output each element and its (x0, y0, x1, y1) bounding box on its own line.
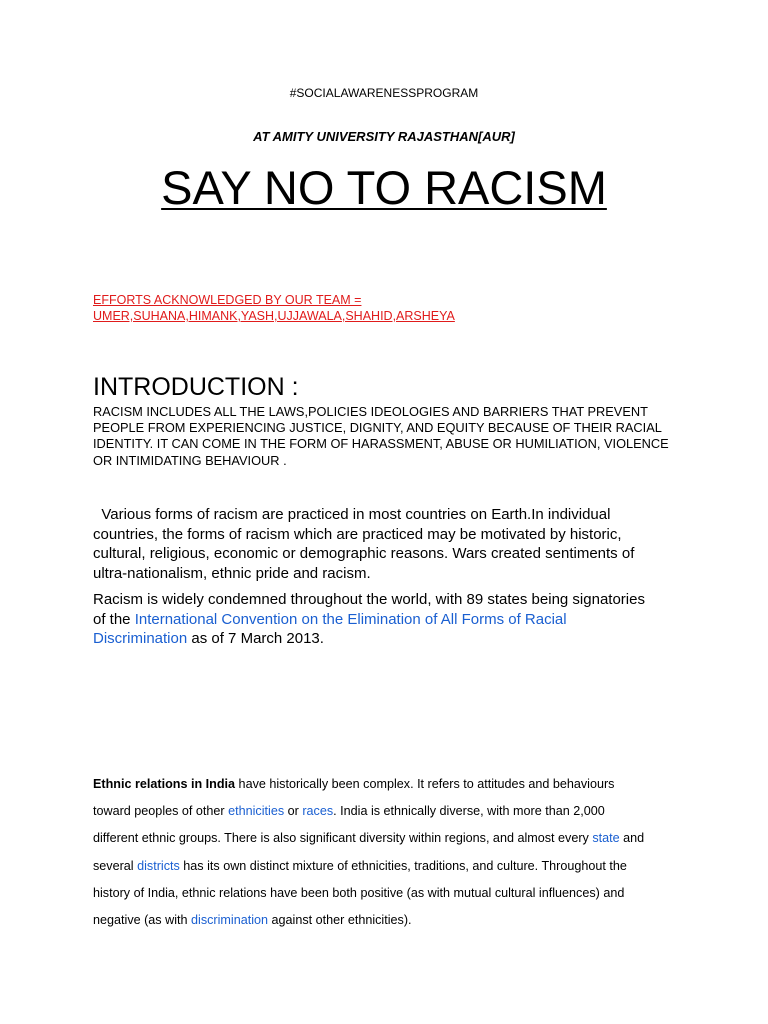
text-span: negative (as with (93, 913, 192, 928)
team-members: UMER,SUHANA,HIMANK,YASH,UJJAWALA,SHAHID,ARSHEYA (93, 309, 455, 323)
text-span: against other ethnicities). (268, 913, 412, 928)
text-span: or (284, 804, 303, 819)
paragraph-line (93, 771, 693, 798)
ethnic-relations-paragraph (93, 771, 693, 934)
paragraph-line (93, 907, 693, 934)
paragraph-line (93, 853, 693, 880)
intro-line: PEOPLE FROM EXPERIENCING JUSTICE, DIGNITY, AND EQUITY BECAUSE OF THEIR RACIAL (93, 420, 662, 436)
races-link[interactable]: races (302, 804, 334, 819)
introduction-heading: INTRODUCTION : (93, 373, 299, 401)
icerd-link-continued[interactable]: Discrimination (93, 630, 188, 647)
ethnicities-link[interactable]: ethnicities (228, 804, 285, 819)
bold-term: Ethnic relations in India (93, 777, 236, 791)
introduction-paragraph (93, 404, 693, 469)
text-span: and (619, 831, 645, 846)
team-line-1: EFFORTS ACKNOWLEDGED BY OUR TEAM = (93, 293, 362, 307)
text-span: . India is ethnically diverse, with more than 2,000 (333, 804, 605, 819)
paragraph-line: cultural, religious, economic or demographic reasons. Wars created sentiments of (93, 545, 635, 562)
paragraph-line: Racism is widely condemned throughout the world, with 89 states being signatories (93, 591, 645, 608)
text-span: several (93, 858, 138, 873)
page-title: SAY NO TO RACISM (161, 161, 607, 214)
condemned-paragraph (93, 590, 693, 649)
paragraph-line: Various forms of racism are practiced in most countries on Earth.In individual (93, 506, 611, 523)
intro-line: OR INTIMIDATING BEHAVIOUR . (93, 452, 287, 468)
paragraph-line: countries, the forms of racism which are practiced may be motivated by historic, (93, 525, 622, 543)
state-link[interactable]: state (592, 831, 620, 846)
paragraph-line (93, 629, 693, 649)
intro-line: RACISM INCLUDES ALL THE LAWS,POLICIES IDEOLOGIES AND BARRIERS THAT PREVENT (93, 404, 648, 419)
paragraph-line: ultra-nationalism, ethnic pride and racism. (93, 564, 371, 582)
paragraph-line (93, 825, 693, 852)
text-span: of the (93, 610, 135, 628)
intro-line: IDENTITY. IT CAN COME IN THE FORM OF HARASSMENT, ABUSE OR HUMILIATION, VIOLENCE (93, 436, 669, 452)
text-span: as of 7 March 2013. (187, 630, 324, 647)
discrimination-link[interactable]: discrimination (191, 913, 269, 928)
team-acknowledgement (93, 292, 455, 324)
text-span: toward peoples of other (93, 804, 229, 819)
text-span: has its own distinct mixture of ethnicities, traditions, and culture. Throughout the (179, 858, 627, 873)
text-span: different ethnic groups. There is also significant diversity within regions, and almost every (93, 831, 593, 846)
paragraph-line: history of India, ethnic relations have been both positive (as with mutual cultural influences) and (93, 885, 625, 900)
venue-subtitle: AT AMITY UNIVERSITY RAJASTHAN[AUR] (253, 129, 515, 144)
icerd-link[interactable]: International Convention on the Elimination of All Forms of Racial (134, 610, 567, 628)
text-span: have historically been complex. It refers to attitudes and behaviours (235, 777, 615, 791)
districts-link[interactable]: districts (137, 858, 180, 873)
forms-of-racism-paragraph (93, 505, 693, 583)
paragraph-line (93, 610, 693, 630)
paragraph-line (93, 798, 693, 825)
hashtag-header: #SOCIALAWARENESSPROGRAM (289, 86, 479, 100)
